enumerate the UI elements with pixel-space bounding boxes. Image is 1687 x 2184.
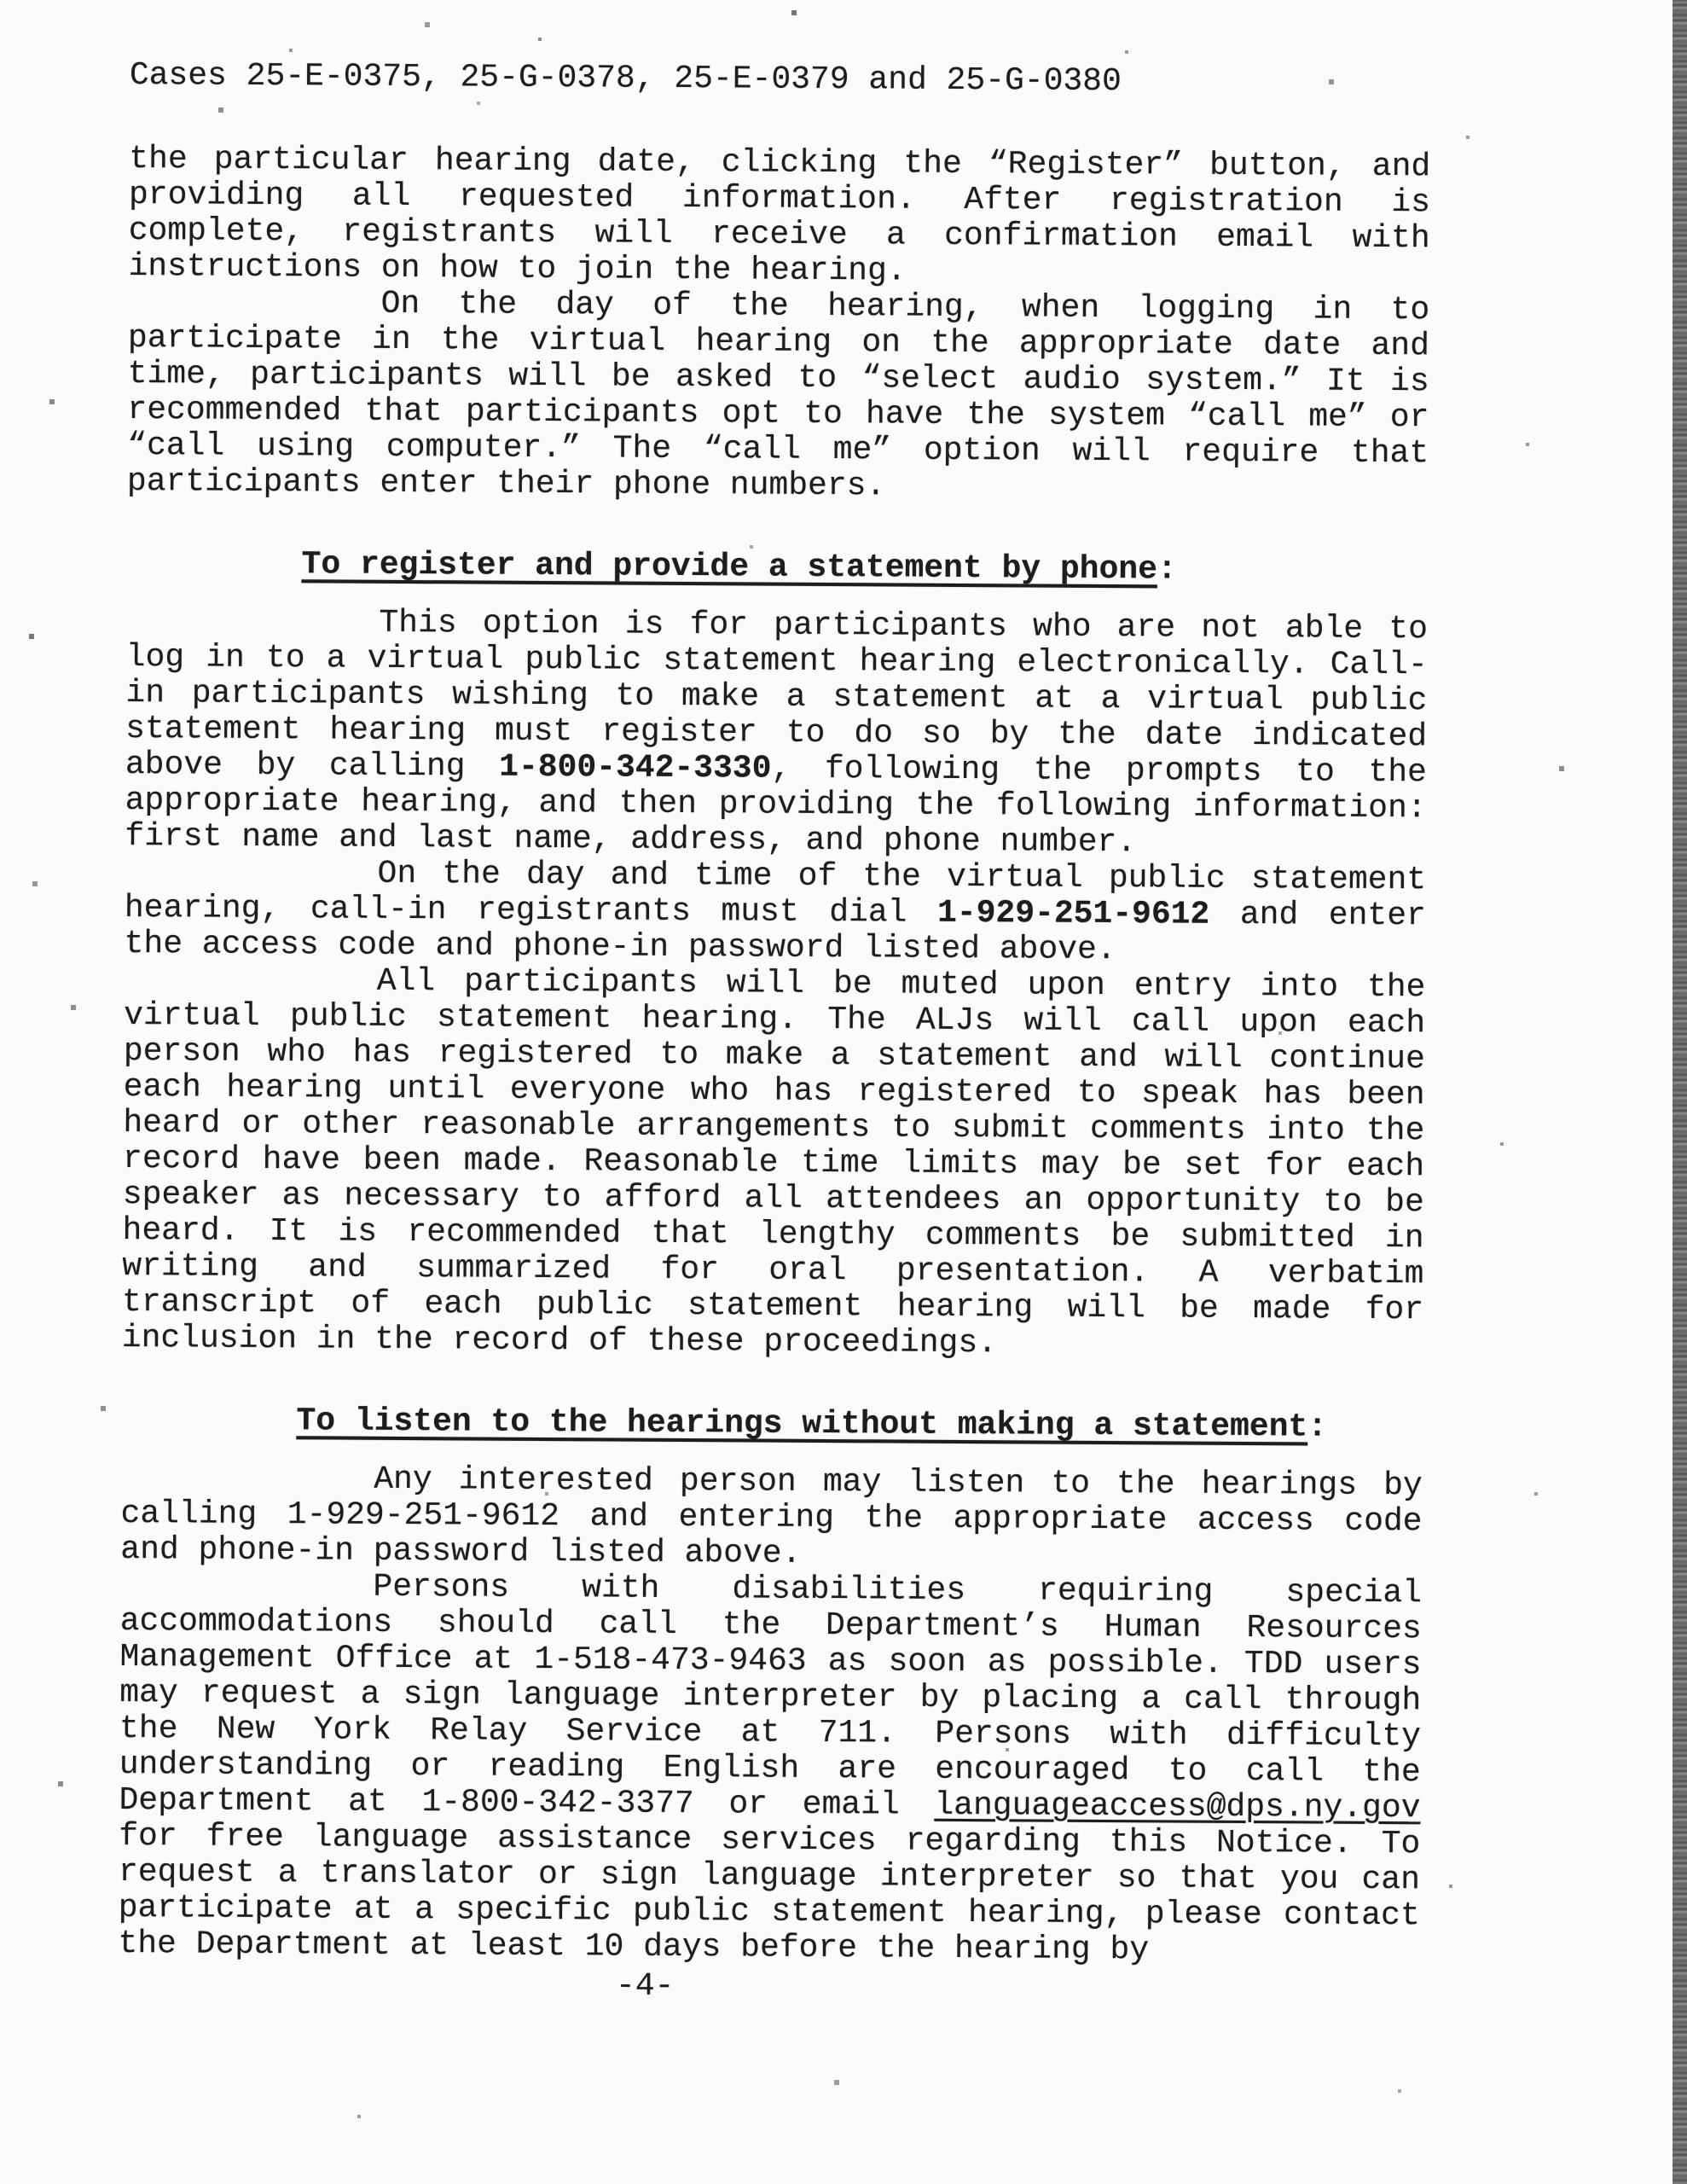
paragraph-dial-in (125, 855, 1427, 970)
scan-edge-artifact (1673, 0, 1687, 2184)
paragraph-text: Persons with disabilities requiring special accommodations should call the Department’s Human Resources Management Office at 1-518-473-9463 as soon as possible. TDD users may request a sign language interpreter by placing a call through the New York Relay Service at 711. Persons with difficulty understanding or reading English are encouraged to call the Department at 1-800-342-3377 or email (119, 1568, 1423, 1824)
paragraph-text: , following the prompts to the appropriate hearing, and then providing the following information: first name and last name, address, and phone number. (125, 750, 1428, 862)
scan-noise-speckles (0, 0, 2, 2)
paragraph-listen-only: Any interested person may listen to the hearings by calling 1-929-251-9612 and entering the appropriate access code and phone-in password listed above. (120, 1461, 1423, 1572)
section-heading-listen-only (296, 1403, 1423, 1446)
paragraph-text: for free language assistance services regarding this Notice. To request a translator or sign language interpreter so that you can participate at a specific public statement hearing, please contact the Department at least 10 days before the hearing by (118, 1817, 1421, 1969)
paragraph-call-in-registration (125, 604, 1428, 863)
paragraph-accessibility (118, 1568, 1422, 1970)
case-numbers-header: Cases 25-E-0375, 25-G-0378, 25-E-0379 and 25-G-0380 (129, 57, 1122, 101)
registration-phone-number: 1-800-342-3330 (499, 748, 772, 787)
heading-underlined-text: To listen to the hearings without making a statement (296, 1403, 1308, 1446)
heading-colon: : (1307, 1409, 1328, 1446)
heading-colon: : (1157, 551, 1177, 589)
language-access-email: languageaccess@dps.ny.gov (934, 1786, 1421, 1827)
paragraph-day-of-hearing: On the day of the hearing, when logging in to participate in the virtual hearing on the appropriate date and time, participants will be asked to “select audio system.” It is recommended that participants opt to have the system “call me” or “call using computer.” The “call me” option will require that participants enter their phone numbers. (126, 285, 1430, 505)
section-heading-register-by-phone (301, 547, 1428, 590)
paragraph-muted-participants: All participants will be muted upon entry into the virtual public statement hearing. The ALJs will call upon each person who has registered to make a statement and will continue each hearing until everyone who has registered to speak has been heard or other reasonable arrangements to submit comments into the record have been made. Reasonable time limits may be set for each speaker as necessary to afford all attendees an opportunity to be heard. It is recommended that lengthy comments be submitted in writing and summarized for oral presentation. A verbatim transcript of each public statement hearing will be made for inclusion in the record of these proceedings. (121, 962, 1426, 1362)
paragraph-registration-continued: the particular hearing date, clicking the “Register” button, and providing all requested information. After registration is complete, registrants will receive a confirmation email with instructions on how to join the hearing. (128, 140, 1431, 290)
dial-in-phone-number: 1-929-251-9612 (936, 894, 1210, 933)
paragraph-text: and enter the access code and phone-in password listed above. (124, 896, 1426, 969)
paragraph-text: This option is for participants who are not able to log in to a virtual public statement hearing electronically. Call-in participants wishing to make a statement at a virtual public statement hearing must register to do so by the date indicated above by calling (125, 604, 1429, 786)
heading-underlined-text: To register and provide a statement by phone (301, 546, 1158, 589)
document-content (118, 58, 1431, 2009)
page-number: -4- (615, 1967, 675, 2005)
paragraph-text: On the day and time of the virtual public statement hearing, call-in registrants must dial (124, 855, 1427, 932)
